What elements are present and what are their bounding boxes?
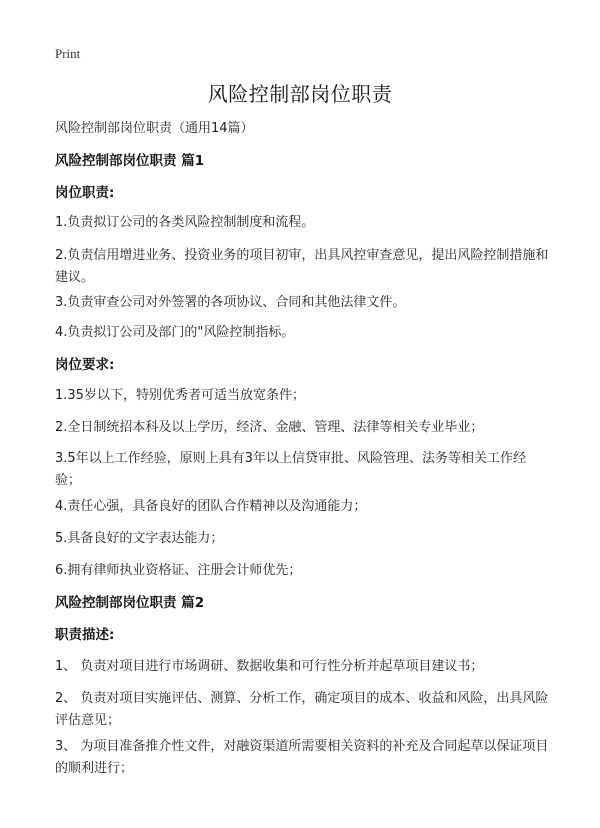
section2-description-heading: 职责描述: xyxy=(55,627,115,643)
duty-item: 2.负责信用增进业务、投资业务的项目初审，出具风控审查意见，提出风险控制措施和建议。 xyxy=(55,248,549,285)
description-item: 2、 负责对项目实施评估、测算、分析工作，确定项目的成本、收益和风险，出具风险评估意见； xyxy=(55,691,549,728)
section1-heading: 风险控制部岗位职责 篇1 xyxy=(55,153,205,169)
section2-heading: 风险控制部岗位职责 篇2 xyxy=(55,595,205,611)
document-title: 风险控制部岗位职责 xyxy=(207,82,393,106)
requirement-item: 6.拥有律师执业资格证、注册会计师优先； xyxy=(55,563,302,578)
description-item: 1、 负责对项目进行市场调研、数据收集和可行性分析并起草项目建议书； xyxy=(55,659,484,674)
requirement-item: 3.5年以上工作经验，原则上具有3年以上信贷审批、风险管理、法务等相关工作经验； xyxy=(55,451,526,488)
section1-duties-heading: 岗位职责: xyxy=(55,185,115,201)
duty-item: 3.负责审查公司对外签署的各项协议、合同和其他法律文件。 xyxy=(55,295,406,310)
document-subtitle: 风险控制部岗位职责（通用14篇） xyxy=(55,121,254,136)
requirement-item: 1.35岁以下，特别优秀者可适当放宽条件； xyxy=(55,388,305,403)
duty-item: 1.负责拟订公司的各类风险控制制度和流程。 xyxy=(55,215,315,230)
requirement-item: 2.全日制统招本科及以上学历，经济、金融、管理、法律等相关专业毕业； xyxy=(55,420,484,435)
requirement-item: 5.具备良好的文字表达能力； xyxy=(55,531,224,546)
description-item: 3、 为项目准备推介性文件，对融资渠道所需要相关资料的补充及合同起草以保证项目的顺利进行； xyxy=(55,739,549,776)
requirement-item: 4.责任心强，具备良好的团队合作精神以及沟通能力； xyxy=(55,499,367,514)
duty-item: 4.负责拟订公司及部门的"风险控制指标。 xyxy=(55,325,295,340)
section1-requirements-heading: 岗位要求: xyxy=(55,357,115,373)
print-label: Print xyxy=(55,46,81,61)
